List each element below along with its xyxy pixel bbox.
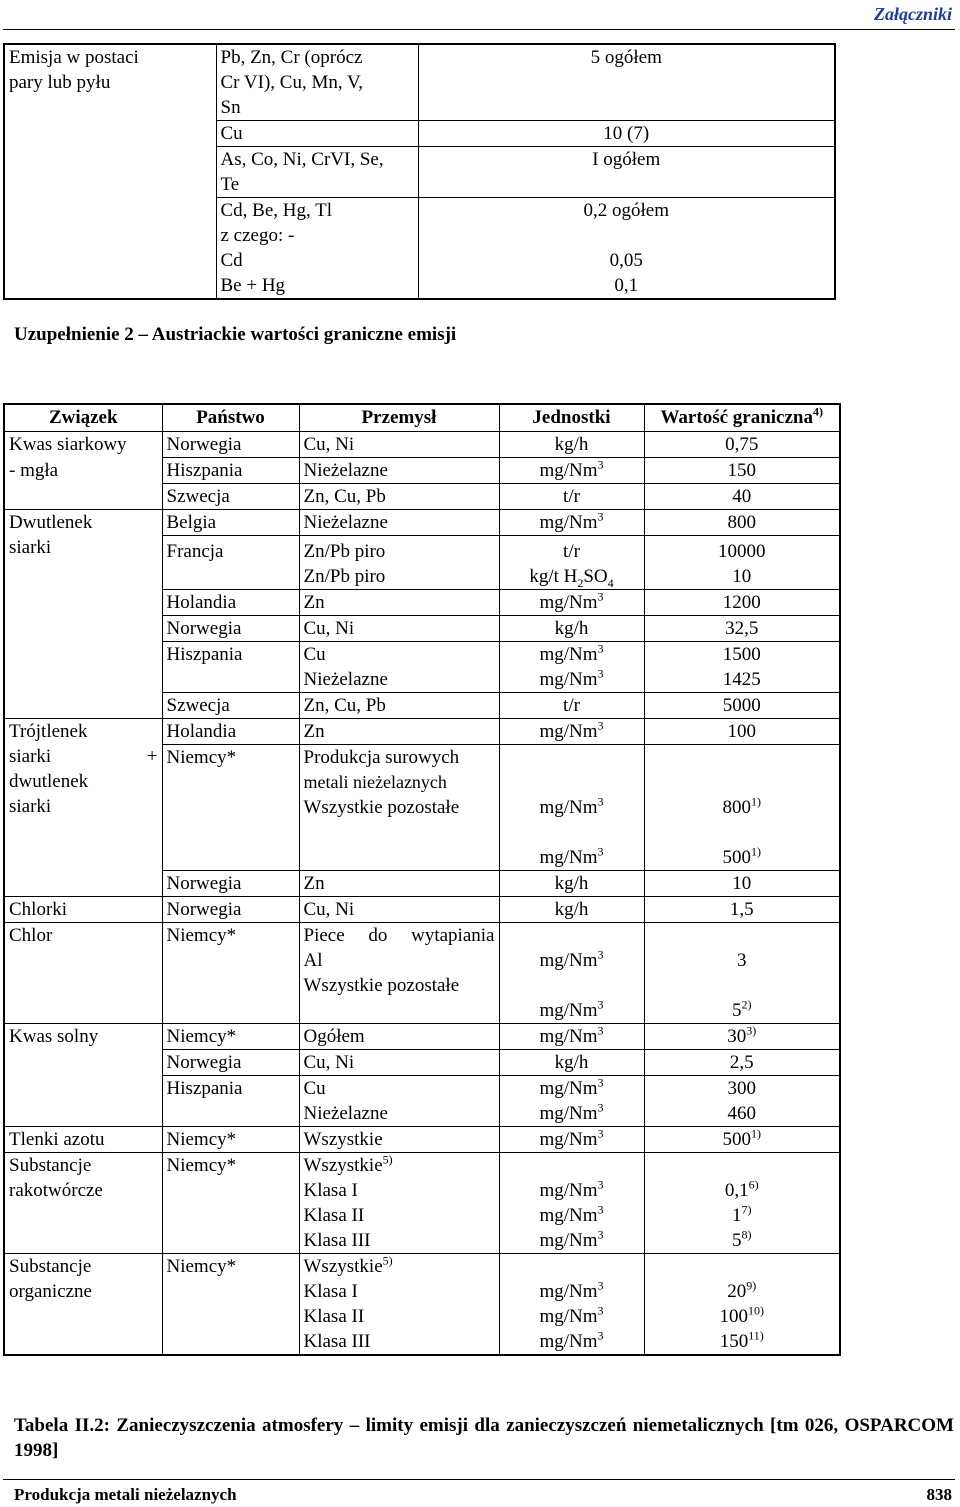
industry-cell: Cu Nieżelazne: [299, 1076, 499, 1127]
country-cell: Norwegia: [162, 432, 299, 458]
limit-cell: 800$^{1)}$ 500$^{1)}$: [644, 745, 840, 871]
limit-cell: 40: [644, 484, 840, 510]
country-cell: Niemcy*: [162, 1153, 299, 1254]
limit-cell: 300 460: [644, 1076, 840, 1127]
industry-cell: Ogółem: [299, 1024, 499, 1050]
country-cell: Norwegia: [162, 616, 299, 642]
units-cell: mg/Nm$^3$ mg/Nm$^3$: [499, 745, 644, 871]
compound-cell: Kwas solny: [4, 1024, 162, 1127]
limit-cell: 150: [644, 458, 840, 484]
compound-cell: Kwas siarkowy: [4, 432, 162, 458]
header-country: Państwo: [162, 404, 299, 432]
value-cell: 10 (7): [418, 121, 835, 147]
section-header-label: Załączniki: [873, 4, 952, 24]
limit-cell: 30$^{3)}$: [644, 1024, 840, 1050]
country-cell: Niemcy*: [162, 1024, 299, 1050]
limit-cell: 1500 1425: [644, 642, 840, 693]
industry-cell: Nieżelazne: [299, 510, 499, 536]
metals-cell: Cd, Be, Hg, Tl z czego: - Cd Be + Hg: [216, 198, 418, 300]
header-industry: Przemysł: [299, 404, 499, 432]
country-cell: Szwecja: [162, 693, 299, 719]
emission-table-1: [3, 43, 836, 300]
table-row: [4, 1024, 840, 1050]
compound-cell: Substancje rakotwórcze: [4, 1153, 162, 1254]
table-row: [4, 44, 835, 121]
units-cell: kg/h: [499, 432, 644, 458]
units-cell: mg/Nm$^3$: [499, 1024, 644, 1050]
value-cell: I ogółem: [418, 147, 835, 198]
table-row: [4, 510, 840, 536]
industry-cell: Wszystkie: [299, 1127, 499, 1153]
country-cell: Francja: [162, 536, 299, 590]
industry-cell: Zn: [299, 871, 499, 897]
industry-cell: Cu, Ni: [299, 897, 499, 923]
limit-cell: 5000: [644, 693, 840, 719]
country-cell: Niemcy*: [162, 1254, 299, 1356]
units-cell: mg/Nm$^3$: [499, 510, 644, 536]
header-limit: Wartość graniczna$^{4)}$: [644, 404, 840, 432]
compound-cell: Trójtlenek siarki + dwutlenek siarki: [4, 719, 162, 897]
country-cell: Niemcy*: [162, 745, 299, 871]
units-cell: mg/Nm$^3$: [499, 458, 644, 484]
industry-cell: Zn: [299, 590, 499, 616]
industry-cell: Wszystkie$^{5)}$ Klasa I Klasa II Klasa III: [299, 1254, 499, 1356]
limit-cell: 20$^{9)}$ 100$^{10)}$ 150$^{11)}$: [644, 1254, 840, 1356]
industry-cell: Nieżelazne: [299, 458, 499, 484]
units-cell: t/r: [499, 484, 644, 510]
industry-cell: Cu, Ni: [299, 616, 499, 642]
units-cell: mg/Nm$^3$ mg/Nm$^3$: [499, 923, 644, 1024]
country-cell: Norwegia: [162, 871, 299, 897]
country-cell: Holandia: [162, 719, 299, 745]
country-cell: Niemcy*: [162, 1127, 299, 1153]
country-cell: Hiszpania: [162, 1076, 299, 1127]
industry-cell: Cu, Ni: [299, 1050, 499, 1076]
table-row: [4, 897, 840, 923]
units-cell: kg/h: [499, 871, 644, 897]
country-cell: Holandia: [162, 590, 299, 616]
country-cell: Norwegia: [162, 897, 299, 923]
industry-cell: Zn, Cu, Pb: [299, 484, 499, 510]
industry-cell: Zn, Cu, Pb: [299, 693, 499, 719]
country-cell: Norwegia: [162, 1050, 299, 1076]
limit-cell: 0,75: [644, 432, 840, 458]
metals-cell: As, Co, Ni, CrVI, Se, Te: [216, 147, 418, 198]
units-cell: mg/Nm$^3$ mg/Nm$^3$: [499, 642, 644, 693]
table-row: [4, 432, 840, 458]
compound-cell: Tlenki azotu: [4, 1127, 162, 1153]
units-cell: mg/Nm$^3$ mg/Nm$^3$ mg/Nm$^3$: [499, 1153, 644, 1254]
industry-cell: Wszystkie$^{5)}$ Klasa I Klasa II Klasa III: [299, 1153, 499, 1254]
industry-cell: Zn: [299, 719, 499, 745]
compound-cell: Chlorki: [4, 897, 162, 923]
industry-cell: Cu, Ni: [299, 432, 499, 458]
limit-cell: 500$^{1)}$: [644, 1127, 840, 1153]
compound-cell: Chlor: [4, 923, 162, 1024]
emission-limits-table: [3, 403, 841, 1356]
table-caption: Tabela II.2: Zanieczyszczenia atmosfery – limity emisji dla zanieczyszczeń niemetalicznych [tm 026, OSPARCOM 1998]: [14, 1415, 954, 1461]
units-cell: kg/h: [499, 616, 644, 642]
country-cell: Hiszpania: [162, 458, 299, 484]
units-cell: mg/Nm$^3$ mg/Nm$^3$ mg/Nm$^3$: [499, 1254, 644, 1356]
units-cell: mg/Nm$^3$: [499, 590, 644, 616]
limit-cell: 3 5$^{2)}$: [644, 923, 840, 1024]
category-cell: Emisja w postaci pary lub pyłu: [4, 44, 216, 299]
units-cell: mg/Nm$^3$: [499, 719, 644, 745]
industry-cell: Cu Nieżelazne: [299, 642, 499, 693]
country-cell: Hiszpania: [162, 642, 299, 693]
table-row: [4, 1153, 840, 1254]
footer-title: Produkcja metali nieżelaznych: [14, 1485, 237, 1504]
value-cell: 0,2 ogółem 0,05 0,1: [418, 198, 835, 300]
limit-cell: 800: [644, 510, 840, 536]
limit-cell: 100: [644, 719, 840, 745]
country-cell: Niemcy*: [162, 923, 299, 1024]
units-cell: t/r kg/t $H_2SO_4$: [499, 536, 644, 590]
table-row: [4, 719, 840, 745]
industry-cell: Piece do wytapiania Al Wszystkie pozostałe: [299, 923, 499, 1024]
table-row: [4, 1254, 840, 1356]
country-cell: Szwecja: [162, 484, 299, 510]
header-units: Jednostki: [499, 404, 644, 432]
limit-cell: 32,5: [644, 616, 840, 642]
units-cell: mg/Nm$^3$ mg/Nm$^3$: [499, 1076, 644, 1127]
compound-cell: - mgła: [4, 458, 162, 484]
table-row: [4, 923, 840, 1024]
units-cell: mg/Nm$^3$: [499, 1127, 644, 1153]
industry-cell: Produkcja surowych metali nieżelaznych Wszystkie pozostałe: [299, 745, 499, 871]
limit-cell: 2,5: [644, 1050, 840, 1076]
table-row: [4, 1127, 840, 1153]
metals-cell: Pb, Zn, Cr (oprócz Cr VI), Cu, Mn, V, Sn: [216, 44, 418, 121]
header-rule: [3, 29, 955, 30]
limit-cell: 1,5: [644, 897, 840, 923]
limit-cell: 1200: [644, 590, 840, 616]
compound-cell: Substancje organiczne: [4, 1254, 162, 1356]
limit-cell: 10: [644, 871, 840, 897]
units-cell: kg/h: [499, 897, 644, 923]
page-number: 838: [926, 1485, 952, 1504]
metals-cell: Cu: [216, 121, 418, 147]
table-row: [4, 458, 840, 484]
limit-cell: 0,1$^{6)}$ 1$^{7)}$ 5$^{8)}$: [644, 1153, 840, 1254]
compound-cell: Dwutlenek siarki: [4, 510, 162, 719]
compound-cell: [4, 484, 162, 510]
section-title: Uzupełnienie 2 – Austriackie wartości graniczne emisji: [14, 324, 457, 345]
table-row: [4, 484, 840, 510]
footer-rule: [3, 1479, 955, 1480]
units-cell: kg/h: [499, 1050, 644, 1076]
header-compound: Związek: [4, 404, 162, 432]
country-cell: Belgia: [162, 510, 299, 536]
units-cell: t/r: [499, 693, 644, 719]
table-header-row: [4, 404, 840, 432]
limit-cell: 10000 10: [644, 536, 840, 590]
value-cell: 5 ogółem: [418, 44, 835, 121]
industry-cell: Zn/Pb piro Zn/Pb piro: [299, 536, 499, 590]
